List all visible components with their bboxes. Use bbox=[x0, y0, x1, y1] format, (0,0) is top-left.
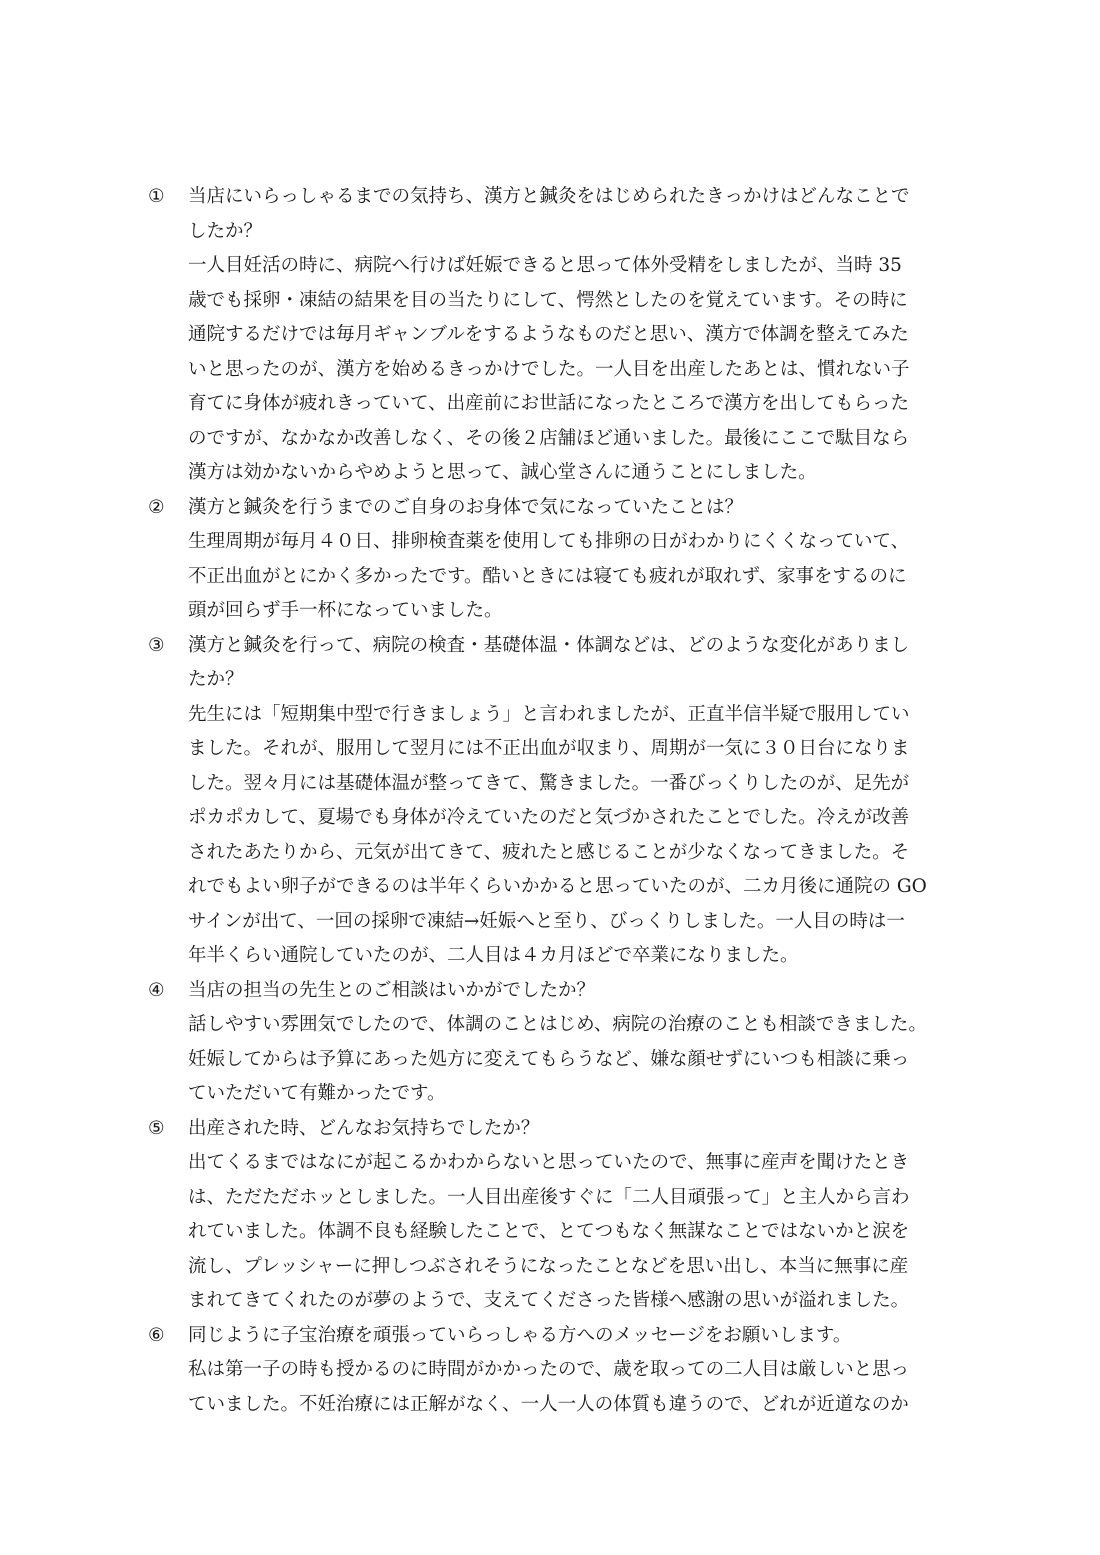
question-1 bbox=[148, 180, 948, 249]
answer-line: れていました。体調不良も経験したことで、とてつもなく無謀なことではないかと涙を bbox=[188, 1221, 910, 1242]
answer-5 bbox=[188, 1146, 948, 1319]
qa-item-4 bbox=[148, 974, 948, 1112]
answer-line: 先生には「短期集中型で行きましょう」と言われましたが、正直半信半疑で服用してい bbox=[188, 703, 910, 725]
question-line: 漢方と鍼灸を行って、病院の検査・基礎体温・体調などは、どのような変化がありまし bbox=[188, 634, 910, 656]
answer-1 bbox=[188, 249, 948, 491]
answer-line: 歳でも採卵・凍結の結果を目の当たりにして、愕然としたのを覚えています。その時に bbox=[188, 289, 908, 311]
answer-line: れでもよい卵子ができるのは半年くらいかかると思っていたのが、二カ月後に通院の GO bbox=[188, 876, 927, 897]
qa-item-2 bbox=[148, 491, 948, 629]
answer-line: 流し、プレッシャーに押しつぶされそうになったことなどを思い出し、本当に無事に産 bbox=[188, 1255, 909, 1277]
answer-4 bbox=[188, 1008, 948, 1112]
question-number: ⑥ bbox=[148, 1324, 165, 1346]
answer-6 bbox=[188, 1353, 948, 1422]
answer-3 bbox=[188, 698, 948, 974]
question-line: 出産された時、どんなお気持ちでしたか？ bbox=[188, 1117, 540, 1139]
answer-line: ポカポカして、夏場でも身体が冷えていたのだと気づかされたことでした。冷えが改善 bbox=[188, 807, 910, 828]
question-4 bbox=[148, 974, 948, 1009]
question-5 bbox=[148, 1112, 948, 1147]
answer-line: まれてきてくれたのが夢のようで、支えてくださった皆様へ感謝の思いが溢れました。 bbox=[188, 1290, 910, 1311]
question-text bbox=[188, 974, 948, 1009]
answer-line: ていただいて有難かったです。 bbox=[188, 1083, 446, 1104]
answer-line: のですが、なかなか改善しなく、その後２店舗ほど通いました。最後にここで駄目なら bbox=[188, 427, 910, 449]
question-text bbox=[188, 629, 948, 698]
answer-line: されたあたりから、元気が出てきて、疲れたと感じることが少なくなってきました。そ bbox=[188, 841, 910, 863]
question-2 bbox=[148, 491, 948, 526]
answer-line: 出てくるまではなにが起こるかわからないと思っていたので、無事に産声を聞けたとき bbox=[188, 1152, 910, 1173]
question-line: たか？ bbox=[188, 669, 244, 690]
answer-2 bbox=[188, 525, 948, 629]
answer-line: ていました。不妊治療には正解がなく、一人一人の体質も違うので、どれが近道なのか bbox=[188, 1393, 909, 1415]
answer-line: 私は第一子の時も授かるのに時間がかかったので、歳を取っての二人目は厳しいと思っ bbox=[188, 1359, 910, 1380]
answer-line: 妊娠してからは予算にあった処方に変えてもらうなど、嫌な顔せずにいつも相談に乗っ bbox=[188, 1048, 910, 1070]
answer-line: 年半くらい通院していたのが、二人目は４カ月ほどで卒業になりました。 bbox=[188, 945, 799, 966]
question-number: ① bbox=[148, 186, 165, 207]
answer-line: は、ただただホッとしました。一人目出産後すぐに「二人目頑張って」と主人から言わ bbox=[188, 1186, 910, 1208]
question-6 bbox=[148, 1319, 948, 1354]
answer-line: 一人目妊活の時に、病院へ行けば妊娠できると思って体外受精をしましたが、当時 35 bbox=[188, 255, 902, 276]
question-text bbox=[188, 1112, 948, 1147]
qa-item-3 bbox=[148, 629, 948, 974]
qa-item-5 bbox=[148, 1112, 948, 1319]
answer-line: 頭が回らず手一杯になっていました。 bbox=[188, 600, 503, 621]
answer-line: した。翌々月には基礎体温が整ってきて、驚きました。一番びっくりしたのが、足先が bbox=[188, 772, 910, 794]
answer-line: 育てに身体が疲れきっていて、出産前にお世話になったところで漢方を出してもらった bbox=[188, 393, 909, 414]
answer-line: 生理周期が毎月４０日、排卵検査薬を使用しても排卵の日がわかりにくくなっていて、 bbox=[188, 531, 910, 552]
answer-line: 不正出血がとにかく多かったです。酷いときには寝ても疲れが取れず、家事をするのに bbox=[188, 565, 907, 587]
answer-line: いと思ったのが、漢方を始めるきっかけでした。一人目を出産したあとは、慣れない子 bbox=[188, 358, 910, 380]
answer-line: サインが出て、一回の採卵で凍結→妊娠へと至り、びっくりしました。一人目の時は一 bbox=[188, 910, 905, 932]
answer-line: ました。それが、服用して翌月には不正出血が収まり、周期が一気に３０日台になりま bbox=[188, 738, 910, 759]
question-number: ③ bbox=[148, 634, 165, 656]
qa-item-6 bbox=[148, 1319, 948, 1423]
question-text bbox=[188, 180, 948, 249]
question-text bbox=[188, 491, 948, 526]
question-number: ② bbox=[148, 496, 165, 518]
qa-list bbox=[148, 180, 948, 1422]
question-line: 当店にいらっしゃるまでの気持ち、漢方と鍼灸をはじめられたきっかけはどんなことで bbox=[188, 186, 910, 207]
question-line: したか？ bbox=[188, 220, 263, 242]
question-line: 同じように子宝治療を頑張っていらっしゃる方へのメッセージをお願いします。 bbox=[188, 1324, 852, 1346]
question-number: ⑤ bbox=[148, 1117, 165, 1139]
qa-item-1 bbox=[148, 180, 948, 491]
question-line: 当店の担当の先生とのご相談はいかがでしたか？ bbox=[188, 979, 596, 1001]
question-number: ④ bbox=[148, 979, 165, 1001]
answer-line: 通院するだけでは毎月ギャンブルをするようなものだと思い、漢方で体調を整えてみた bbox=[188, 324, 909, 345]
question-3 bbox=[148, 629, 948, 698]
answer-line: 漢方は効かないからやめようと思って、誠心堂さんに通うことにしました。 bbox=[188, 462, 817, 483]
answer-line: 話しやすい雰囲気でしたので、体調のことはじめ、病院の治療のことも相談できました。 bbox=[188, 1014, 927, 1035]
question-line: 漢方と鍼灸を行うまでのご自身のお身体で気になっていたことは？ bbox=[188, 496, 744, 518]
question-text bbox=[188, 1319, 948, 1354]
